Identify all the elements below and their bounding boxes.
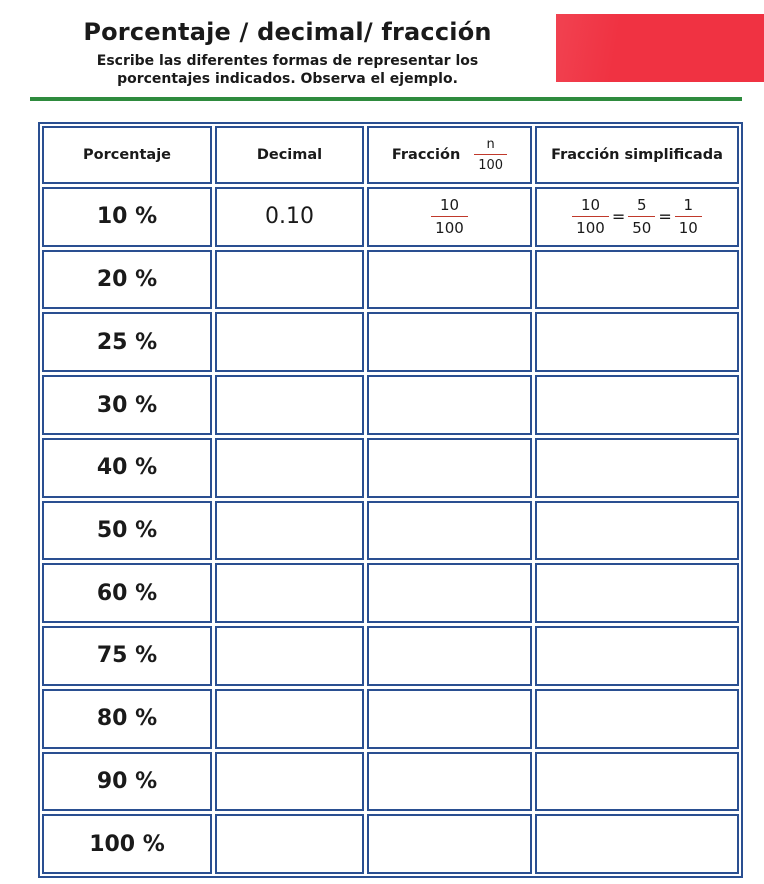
- example-decimal: 0.10: [215, 187, 364, 247]
- answer-decimal-cell[interactable]: [215, 626, 364, 686]
- green-divider: [30, 97, 742, 101]
- answer-decimal-cell[interactable]: [215, 689, 364, 749]
- row-percent: 20 %: [42, 250, 212, 310]
- row-percent: 50 %: [42, 501, 212, 561]
- fraction-numerator: n: [486, 136, 495, 152]
- fraction-denominator: 50: [632, 219, 652, 238]
- answer-simplified-cell[interactable]: [535, 438, 739, 498]
- header-decimal: Decimal: [215, 126, 364, 184]
- fraction-numerator: 10: [439, 195, 460, 214]
- fraction-numerator: 10: [580, 195, 601, 214]
- header-fraccion-label: Fracción: [391, 147, 461, 163]
- fraction-denominator: 100: [478, 158, 504, 174]
- instructions-line-2: porcentajes indicados. Observa el ejemplo.: [117, 71, 458, 87]
- answer-fraction-cell[interactable]: [367, 501, 532, 561]
- fraction-numerator: 1: [683, 195, 694, 214]
- answer-fraction-cell[interactable]: [367, 438, 532, 498]
- answer-simplified-cell[interactable]: [535, 689, 739, 749]
- worksheet-instructions: [0, 52, 575, 88]
- header-fraction-n-over-100: [474, 138, 507, 173]
- equals-sign: =: [611, 207, 626, 227]
- row-percent: 100 %: [42, 814, 212, 874]
- percentage-table: [38, 122, 743, 878]
- example-fraction-cell: [367, 187, 532, 247]
- simplified-fraction-2: [628, 195, 655, 238]
- answer-fraction-cell[interactable]: [367, 814, 532, 874]
- answer-simplified-cell[interactable]: [535, 375, 739, 435]
- simplified-fraction-1: [572, 195, 609, 238]
- equals-sign: =: [658, 207, 672, 227]
- answer-simplified-cell[interactable]: [535, 501, 739, 561]
- answer-decimal-cell[interactable]: [215, 563, 364, 623]
- redacted-area: [556, 14, 764, 82]
- example-fraction: [431, 195, 468, 238]
- answer-simplified-cell[interactable]: [535, 626, 739, 686]
- worksheet-title: Porcentaje / decimal/ fracción: [83, 18, 492, 46]
- answer-simplified-cell[interactable]: [535, 752, 739, 812]
- header-fraccion-simplificada: Fracción simplificada: [535, 126, 739, 184]
- fraction-denominator: 10: [678, 219, 698, 238]
- answer-fraction-cell[interactable]: [367, 375, 532, 435]
- simplified-fraction-3: [675, 195, 702, 238]
- row-percent: 60 %: [42, 563, 212, 623]
- answer-fraction-cell[interactable]: [367, 563, 532, 623]
- row-percent: 30 %: [42, 375, 212, 435]
- fraction-denominator: 100: [435, 219, 464, 238]
- answer-fraction-cell[interactable]: [367, 689, 532, 749]
- row-percent: 90 %: [42, 752, 212, 812]
- row-percent: 75 %: [42, 626, 212, 686]
- row-percent: 40 %: [42, 438, 212, 498]
- answer-fraction-cell[interactable]: [367, 626, 532, 686]
- answer-simplified-cell[interactable]: [535, 312, 739, 372]
- example-percent: 10 %: [42, 187, 212, 247]
- header-porcentaje: Porcentaje: [42, 126, 212, 184]
- answer-simplified-cell[interactable]: [535, 250, 739, 310]
- answer-simplified-cell[interactable]: [535, 563, 739, 623]
- instructions-line-1: Escribe las diferentes formas de representar los: [96, 53, 479, 69]
- answer-fraction-cell[interactable]: [367, 250, 532, 310]
- fraction-denominator: 100: [576, 219, 605, 238]
- answer-fraction-cell[interactable]: [367, 312, 532, 372]
- answer-decimal-cell[interactable]: [215, 250, 364, 310]
- answer-simplified-cell[interactable]: [535, 814, 739, 874]
- answer-decimal-cell[interactable]: [215, 312, 364, 372]
- answer-decimal-cell[interactable]: [215, 501, 364, 561]
- answer-decimal-cell[interactable]: [215, 438, 364, 498]
- answer-decimal-cell[interactable]: [215, 375, 364, 435]
- answer-decimal-cell[interactable]: [215, 814, 364, 874]
- example-simplified-cell: [535, 187, 739, 247]
- row-percent: 25 %: [42, 312, 212, 372]
- row-percent: 80 %: [42, 689, 212, 749]
- header-fraccion: [367, 126, 532, 184]
- answer-fraction-cell[interactable]: [367, 752, 532, 812]
- fraction-numerator: 5: [636, 195, 647, 214]
- answer-decimal-cell[interactable]: [215, 752, 364, 812]
